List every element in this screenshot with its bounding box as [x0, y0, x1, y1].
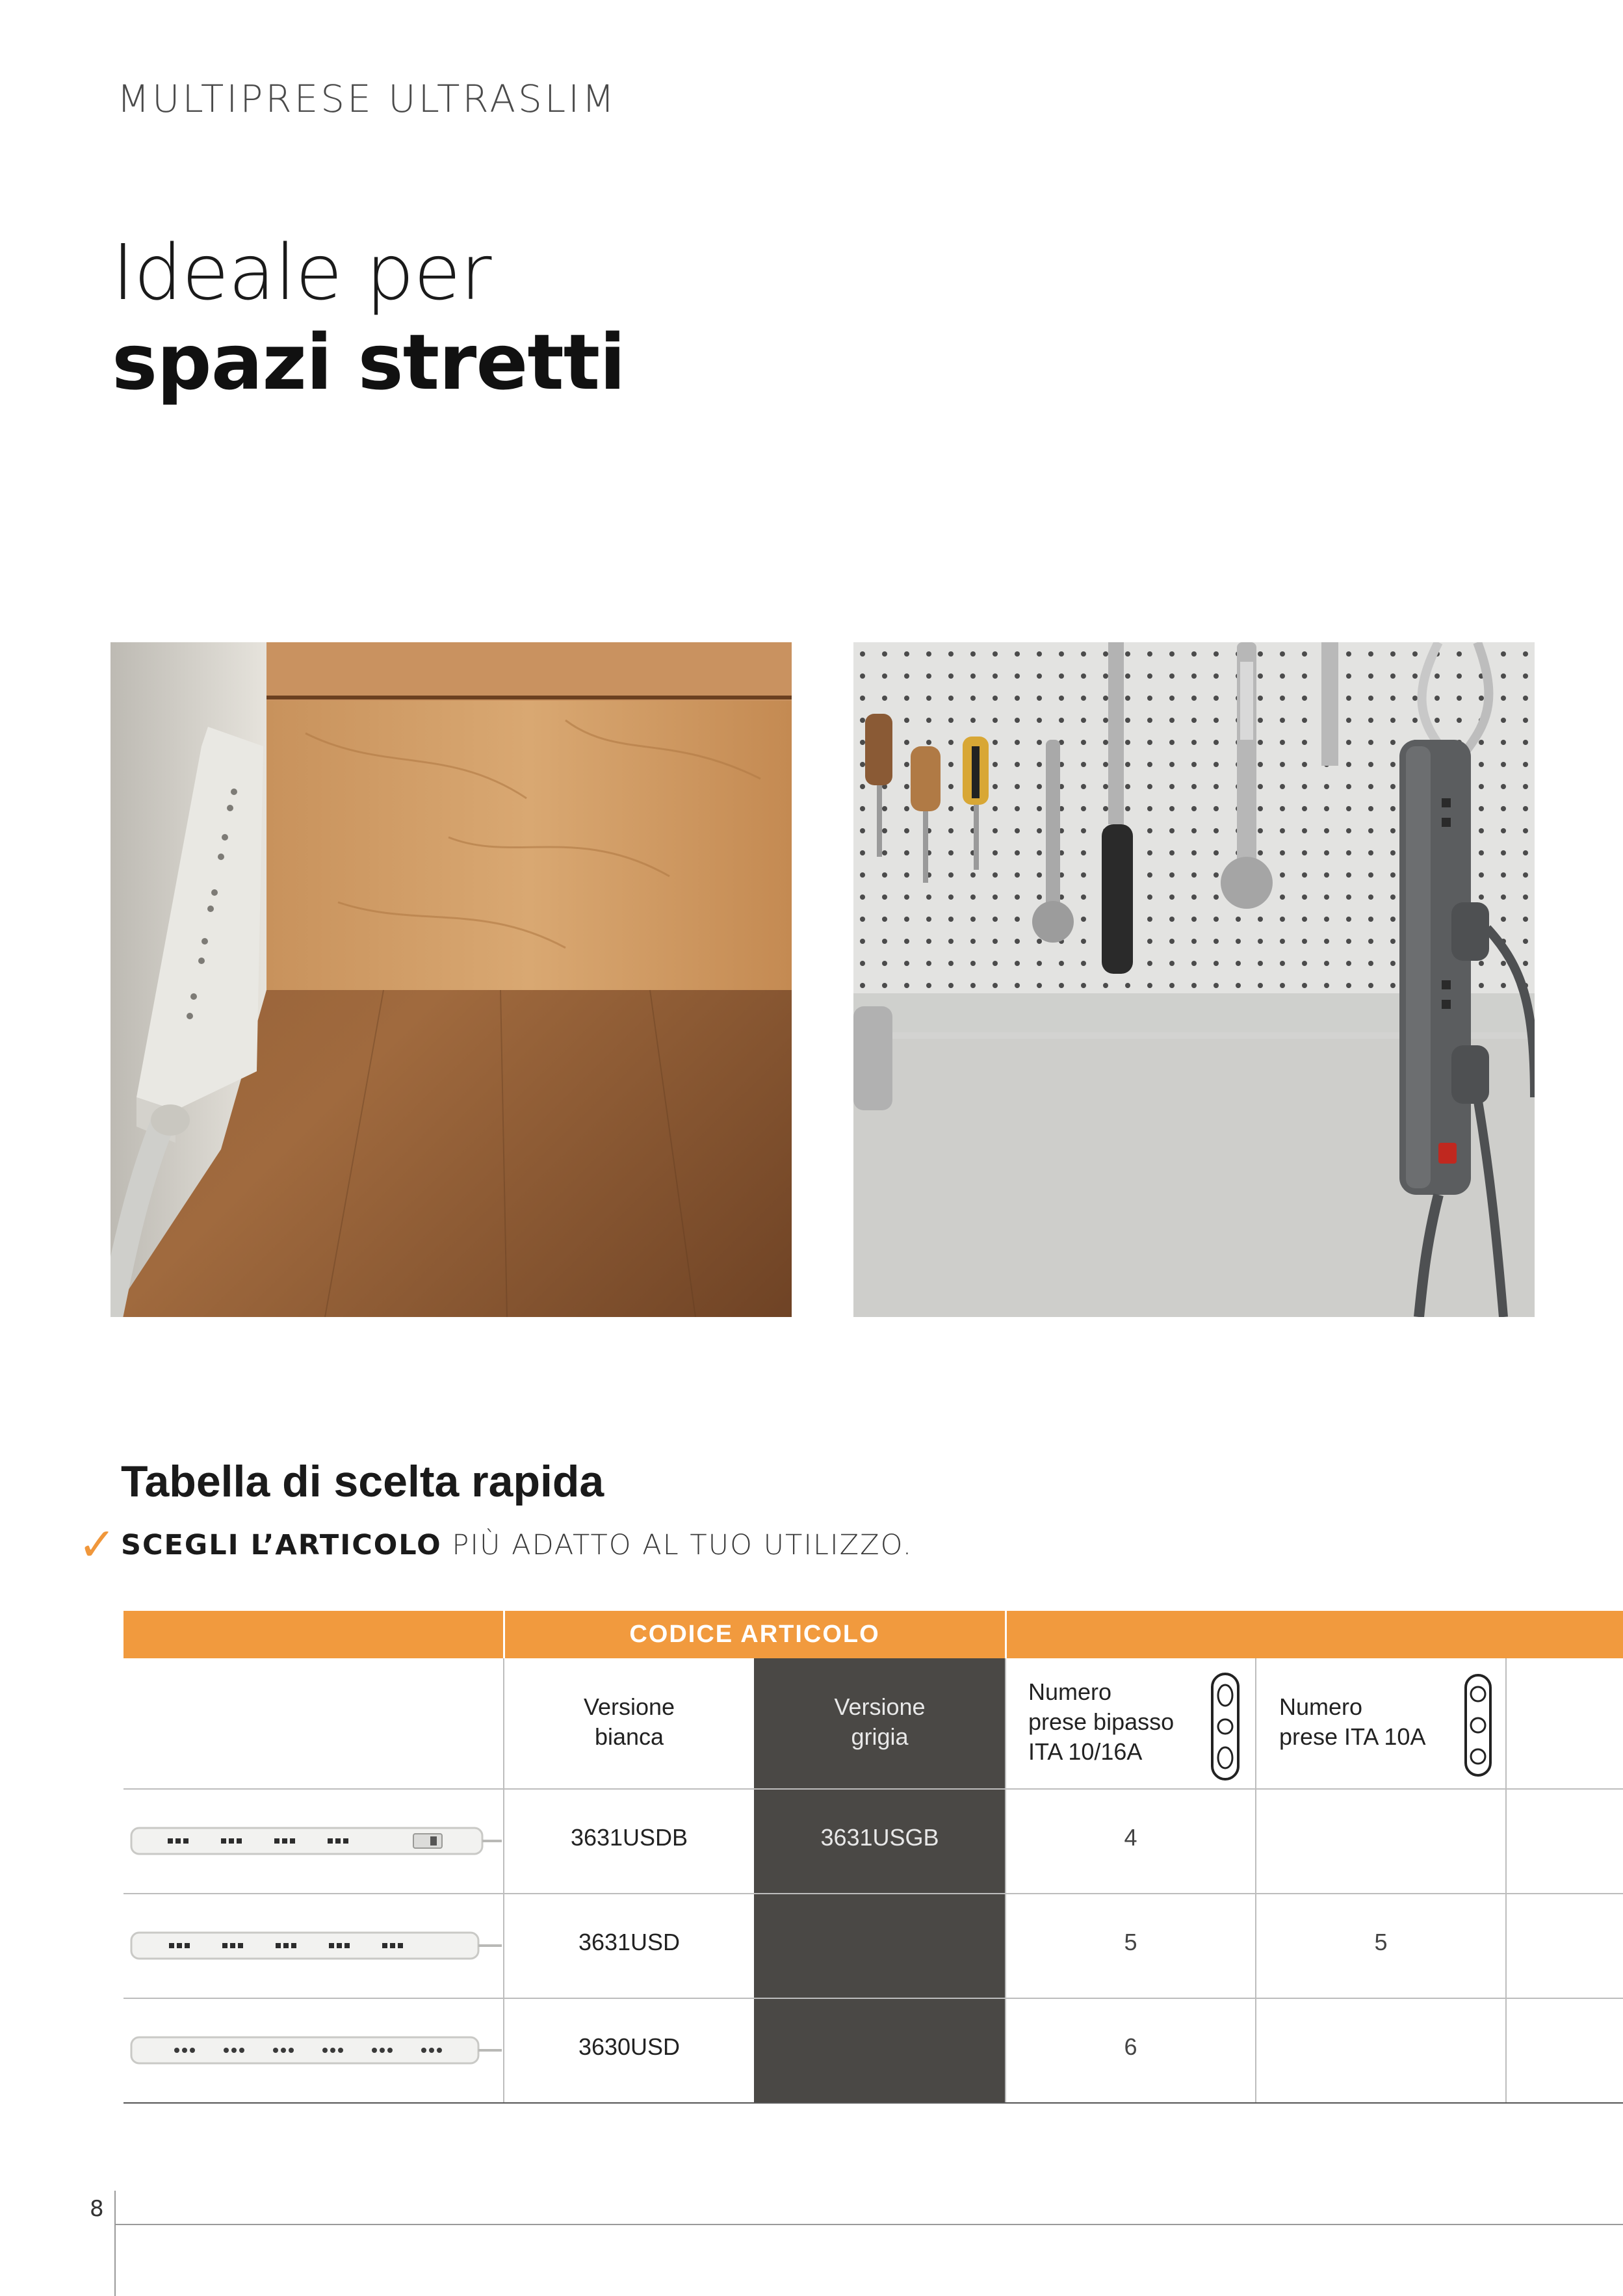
col-header-white-version: Versione bianca [583, 1693, 675, 1750]
footer-vertical-rule [114, 2191, 116, 2296]
ita-socket-icon [1464, 1673, 1492, 1777]
table-hline [123, 1998, 1623, 1999]
table-tagline [121, 1529, 913, 1561]
table-vline [1255, 1658, 1256, 2104]
photo-white-power-strip [110, 642, 792, 1317]
row-2-bipasso-count: 5 [1124, 1929, 1137, 1955]
code-article-header: CODICE ARTICOLO [629, 1621, 880, 1648]
tagline-bold: SCEGLI L’ARTICOLO [121, 1529, 442, 1561]
table-hline [123, 2102, 1623, 2104]
headline-line-2: spazi stretti [112, 317, 625, 407]
row-3-white-code: 3630USD [578, 2033, 681, 2060]
power-strip-image [130, 1821, 502, 1860]
footer-horizontal-rule [114, 2224, 1623, 2225]
headline-line-1: Ideale per [112, 228, 491, 317]
table-vline [1505, 1658, 1507, 2104]
photo-grey-power-strip [853, 642, 1535, 1317]
table-title: Tabella di scelta rapida [121, 1457, 604, 1506]
orange-bar-separator [1005, 1611, 1007, 1658]
bipasso-socket-icon [1210, 1672, 1240, 1781]
row-1-bipasso-count: 4 [1124, 1824, 1137, 1851]
row-3-bipasso-count: 6 [1124, 2033, 1137, 2060]
row-2-white-code: 3631USD [578, 1929, 681, 1955]
row-1-grey-code: 3631USGB [820, 1824, 939, 1851]
page-number: 8 [90, 2196, 104, 2222]
table-hline [123, 1893, 1623, 1894]
tagline-rest: PIÙ ADATTO AL TUO UTILIZZO. [441, 1529, 913, 1561]
power-strip-image [130, 1926, 502, 1965]
row-2-ita-count: 5 [1374, 1929, 1388, 1955]
power-strip-image [130, 2031, 502, 2070]
col-header-grey-version: Versione grigia [834, 1693, 926, 1750]
check-mark-icon: ✓ [78, 1518, 116, 1571]
section-label: MULTIPRESE ULTRASLIM [117, 77, 617, 121]
table-hline [123, 1788, 1623, 1790]
col-header-ita: Numero prese ITA 10A [1279, 1693, 1426, 1750]
col-header-bipasso: Numero prese bipasso ITA 10/16A [1028, 1678, 1175, 1765]
row-1-white-code: 3631USDB [570, 1824, 688, 1851]
